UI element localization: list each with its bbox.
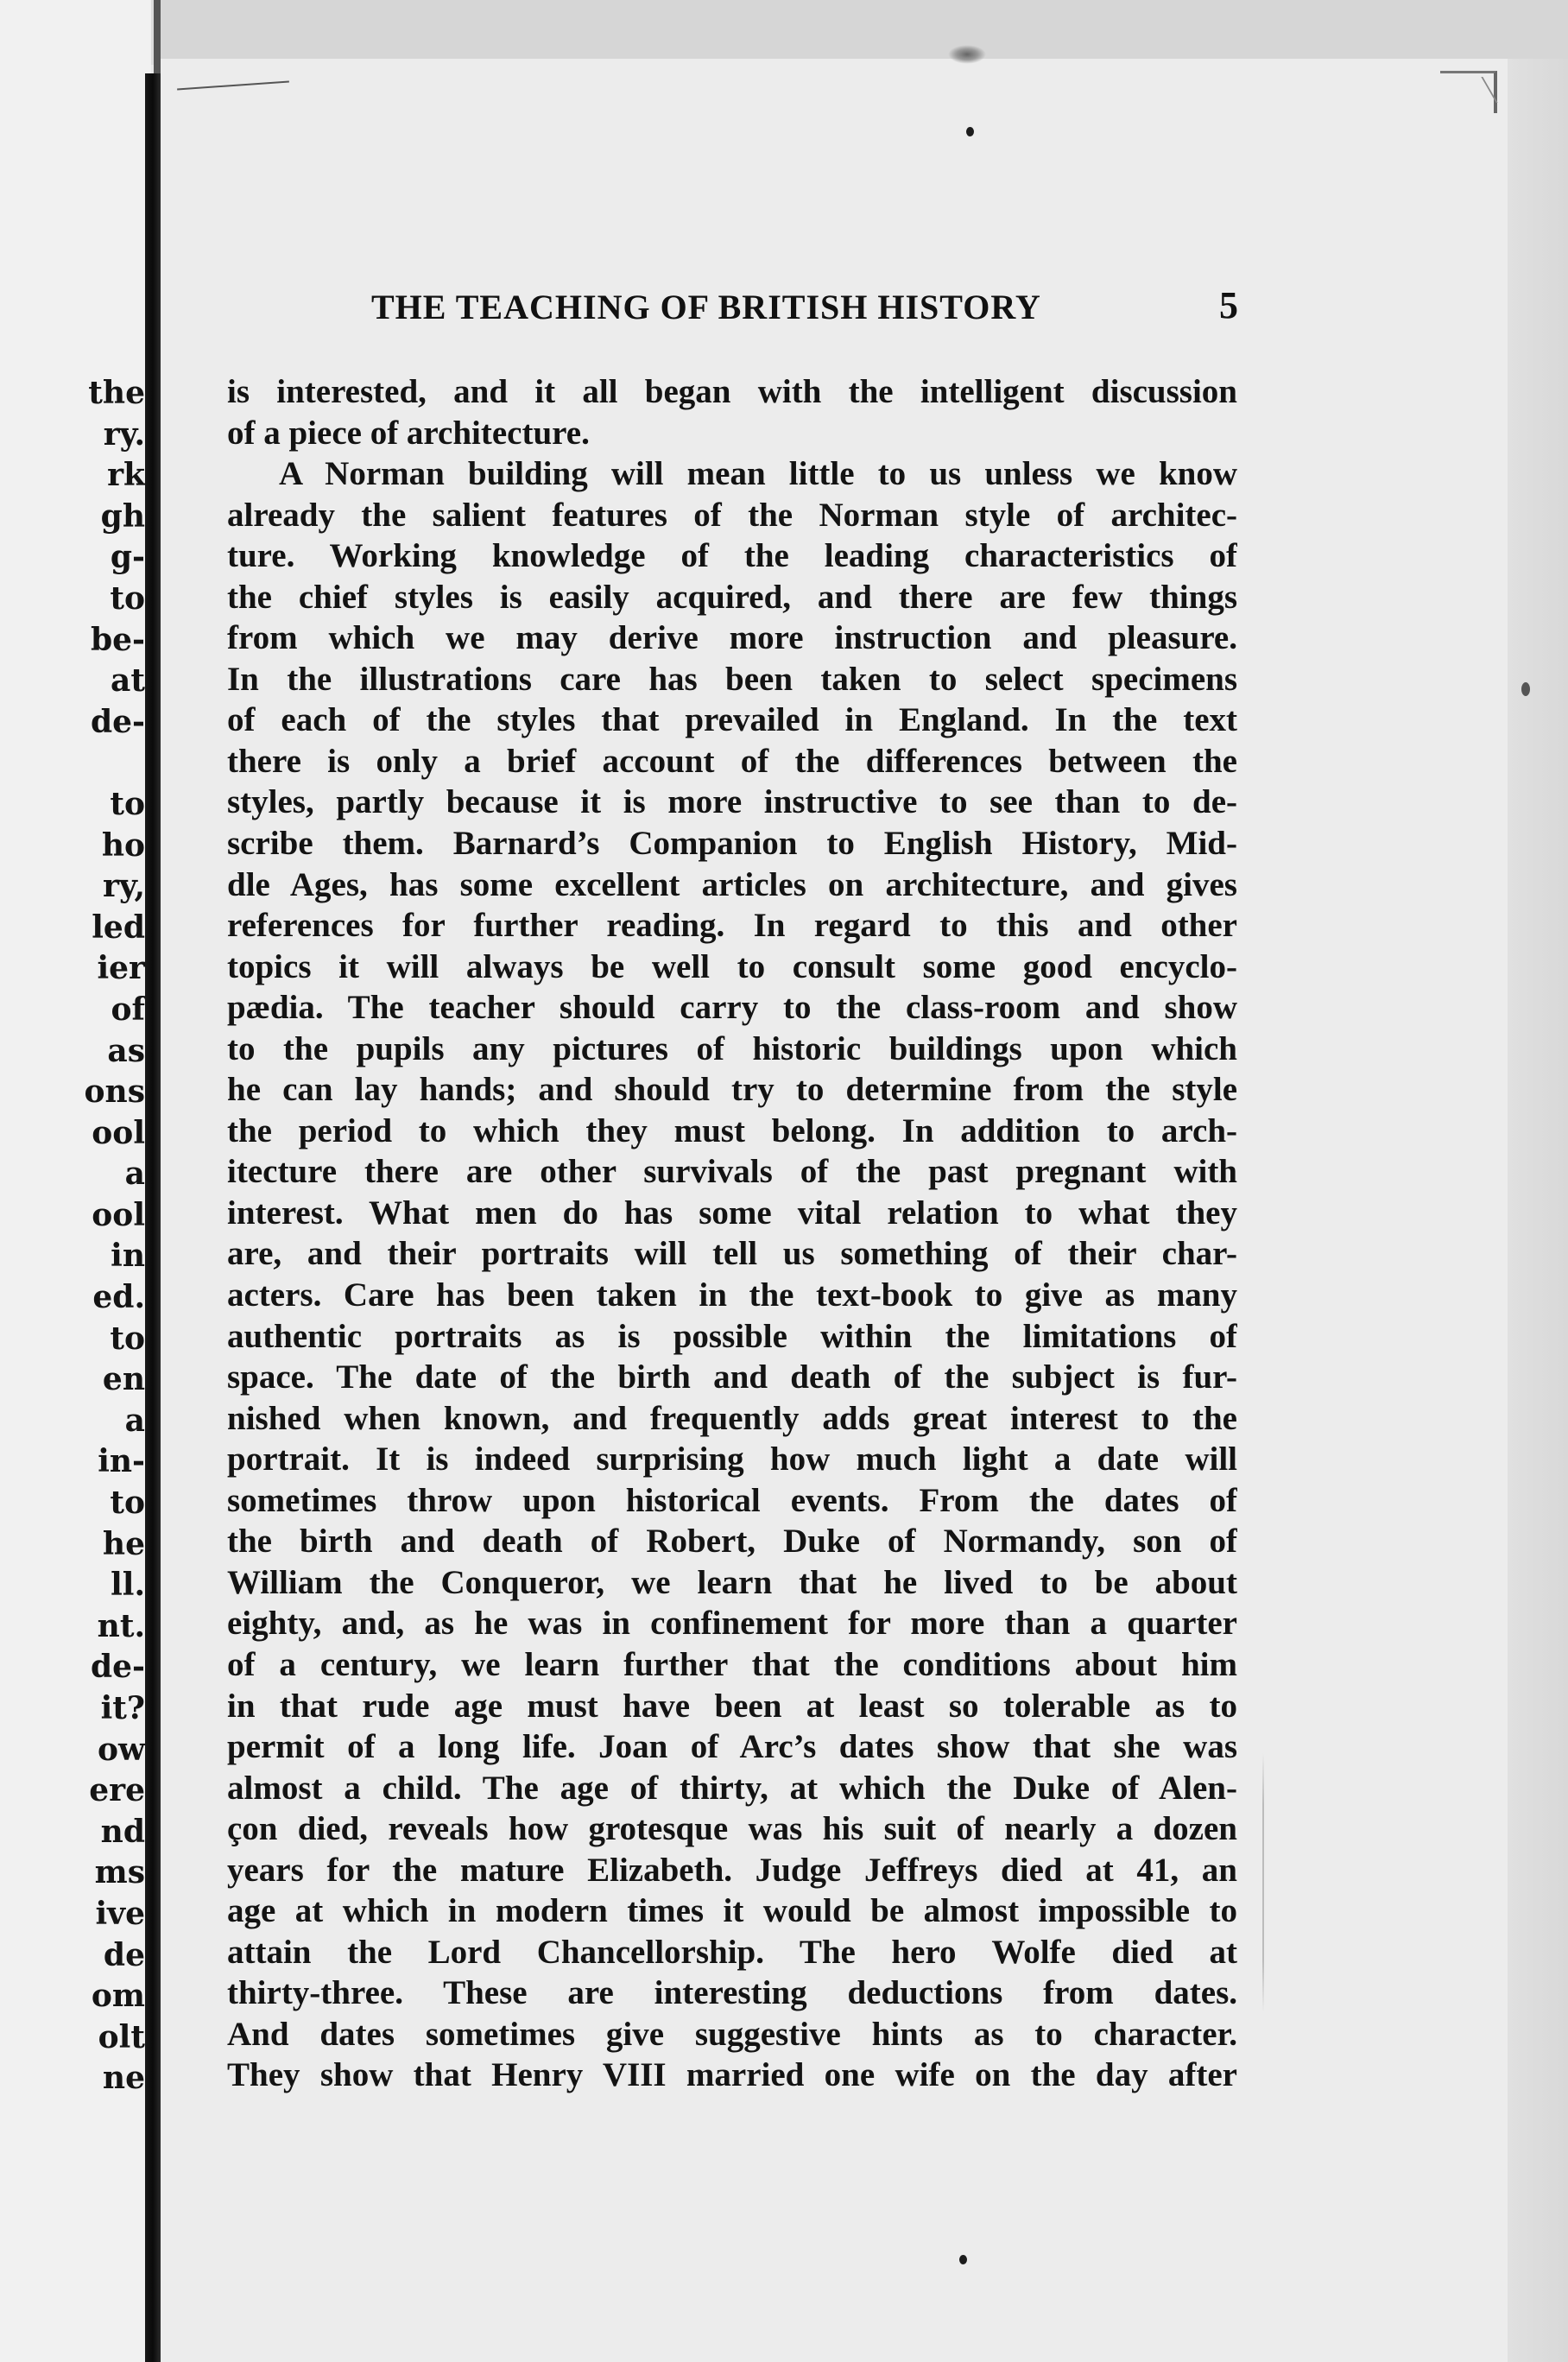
text-line: of each of the styles that prevailed in England. In the text: [227, 701, 1237, 739]
facing-fragment: of: [111, 991, 145, 1028]
facing-fragment: g-: [110, 539, 145, 576]
facing-fragment: as: [107, 1032, 145, 1069]
facing-fragment: ms: [94, 1854, 145, 1891]
text-line: And dates sometimes give suggestive hints as to character.: [227, 2015, 1237, 2053]
text-line: is interested, and it all began with the intelligent discussion: [227, 373, 1237, 410]
text-line: permit of a long life. Joan of Arc’s dates show that she was: [227, 1728, 1237, 1766]
facing-fragment: ho: [101, 826, 145, 864]
facing-fragment: de-: [90, 1649, 145, 1686]
page-edge-shadow: [1262, 1753, 1264, 2012]
text-line: thirty-three. These are interesting deductions from dates.: [227, 1974, 1237, 2012]
facing-fragment: in: [111, 1238, 145, 1275]
text-line: he can lay hands; and should try to determine from the style: [227, 1071, 1237, 1109]
text-line: interest. What men do has some vital relation to what they: [227, 1194, 1237, 1232]
text-line: to the pupils any pictures of historic buildings upon which: [227, 1029, 1237, 1067]
facing-fragment: [0, 743, 145, 784]
facing-fragment: ere: [89, 1772, 145, 1809]
facing-page: [0, 0, 151, 2362]
text-line: almost a child. The age of thirty, at which the Duke of Alen-: [227, 1769, 1237, 1807]
text-line: William the Conqueror, we learn that he lived to be about: [227, 1563, 1237, 1601]
facing-fragment: he: [102, 1525, 145, 1562]
running-head: THE TEACHING OF BRITISH HISTORY: [371, 288, 1041, 326]
text-line: sometimes throw upon historical events. From the dates of: [227, 1481, 1237, 1519]
text-line: authentic portraits as is possible within the limitations of: [227, 1317, 1237, 1355]
facing-fragment: ier: [97, 950, 145, 987]
text-line: years for the mature Elizabeth. Judge Jeffreys died at 41, an: [227, 1851, 1237, 1889]
facing-fragment: ne: [102, 2060, 145, 2097]
body-text: [227, 371, 1237, 2096]
facing-fragment: rk: [107, 457, 145, 494]
text-line: of a piece of architecture.: [227, 414, 590, 452]
text-line: references for further reading. In regard to this and other: [227, 907, 1237, 945]
facing-fragment: nt.: [97, 1607, 145, 1644]
text-line: A Norman building will mean little to us unless we know: [279, 455, 1237, 493]
facing-fragment: ons: [84, 1073, 145, 1111]
text-line: in that rude age must have been at least so tolerable as to: [227, 1687, 1237, 1725]
facing-fragment: ll.: [111, 1567, 145, 1604]
facing-fragment: a: [124, 1402, 145, 1439]
text-line: acters. Care has been taken in the text-book to give as many: [227, 1276, 1237, 1314]
scan-dot: [959, 2255, 967, 2264]
facing-fragment: de: [103, 1936, 145, 1973]
text-line: In the illustrations care has been taken to select specimens: [227, 660, 1237, 698]
facing-fragment: om: [91, 1978, 145, 2015]
facing-fragment: led: [92, 909, 145, 946]
facing-fragment: in-: [98, 1443, 145, 1480]
text-line: age at which in modern times it would be almost impossible to: [227, 1892, 1237, 1930]
facing-fragment: nd: [100, 1813, 145, 1850]
facing-fragment: to: [110, 579, 145, 617]
text-line: çon died, reveals how grotesque was his suit of nearly a dozen: [227, 1810, 1237, 1848]
text-line: there is only a brief account of the differences between the: [227, 742, 1237, 780]
facing-fragment: en: [102, 1361, 145, 1398]
page-number: 5: [1219, 284, 1238, 326]
text-line: nished when known, and frequently adds great interest to the: [227, 1399, 1237, 1437]
text-line: space. The date of the birth and death of the subject is fur-: [227, 1358, 1237, 1396]
text-line: portrait. It is indeed surprising how much light a date will: [227, 1441, 1237, 1479]
facing-fragment: ool: [92, 1114, 145, 1151]
text-line: the period to which they must belong. In addition to arch-: [227, 1111, 1237, 1149]
facing-fragment: a: [124, 1156, 145, 1193]
page-corner-fold: [1440, 71, 1497, 113]
text-line: pædia. The teacher should carry to the class-room and show: [227, 989, 1237, 1027]
facing-fragment: be-: [90, 621, 145, 658]
text-line: eighty, and, as he was in confinement for more than a quarter: [227, 1605, 1237, 1643]
gutter-top: [154, 0, 161, 78]
scan-dot: [966, 127, 974, 136]
text-line: from which we may derive more instruction and pleasure.: [227, 619, 1237, 657]
page-right-edge: [1508, 59, 1568, 2362]
book-gutter: [145, 73, 161, 2362]
facing-fragment: to: [110, 1485, 145, 1522]
scan-smudge: [948, 45, 986, 64]
text-line: already the salient features of the Norman style of architec-: [227, 496, 1237, 534]
facing-fragment: ool: [92, 1196, 145, 1233]
text-line: the chief styles is easily acquired, and there are few things: [227, 578, 1237, 616]
facing-page-text: [0, 373, 145, 2099]
text-line: They show that Henry VIII married one wife on the day after: [227, 2056, 1237, 2094]
facing-fragment: it?: [100, 1690, 145, 1726]
facing-fragment: gh: [100, 497, 145, 535]
text-line: ture. Working knowledge of the leading characteristics of: [227, 537, 1237, 575]
text-line: of a century, we learn further that the conditions about him: [227, 1645, 1237, 1683]
facing-fragment: to: [110, 785, 145, 822]
facing-fragment: olt: [98, 2018, 145, 2055]
facing-fragment: at: [111, 662, 145, 700]
text-line: topics it will always be well to consult some good encyclo-: [227, 947, 1237, 985]
facing-fragment: de-: [90, 703, 145, 740]
facing-fragment: ry,: [103, 868, 145, 905]
facing-fragment: ry.: [103, 415, 145, 453]
facing-fragment: ed.: [92, 1279, 145, 1316]
scan-dot: [1521, 682, 1530, 696]
text-line: are, and their portraits will tell us something of their char-: [227, 1235, 1237, 1273]
text-line: scribe them. Barnard’s Companion to English History, Mid-: [227, 825, 1237, 863]
facing-fragment: the: [88, 375, 145, 411]
text-line: itecture there are other survivals of the past pregnant with: [227, 1153, 1237, 1191]
text-line: dle Ages, has some excellent articles on architecture, and gives: [227, 865, 1237, 903]
text-line: the birth and death of Robert, Duke of Normandy, son of: [227, 1523, 1237, 1561]
text-line: attain the Lord Chancellorship. The hero Wolfe died at: [227, 1933, 1237, 1971]
facing-fragment: ow: [97, 1731, 145, 1768]
facing-fragment: to: [110, 1320, 145, 1357]
text-line: styles, partly because it is more instructive to see than to de-: [227, 783, 1237, 821]
facing-fragment: ive: [95, 1895, 145, 1932]
scan-top-margin: [161, 0, 1568, 59]
